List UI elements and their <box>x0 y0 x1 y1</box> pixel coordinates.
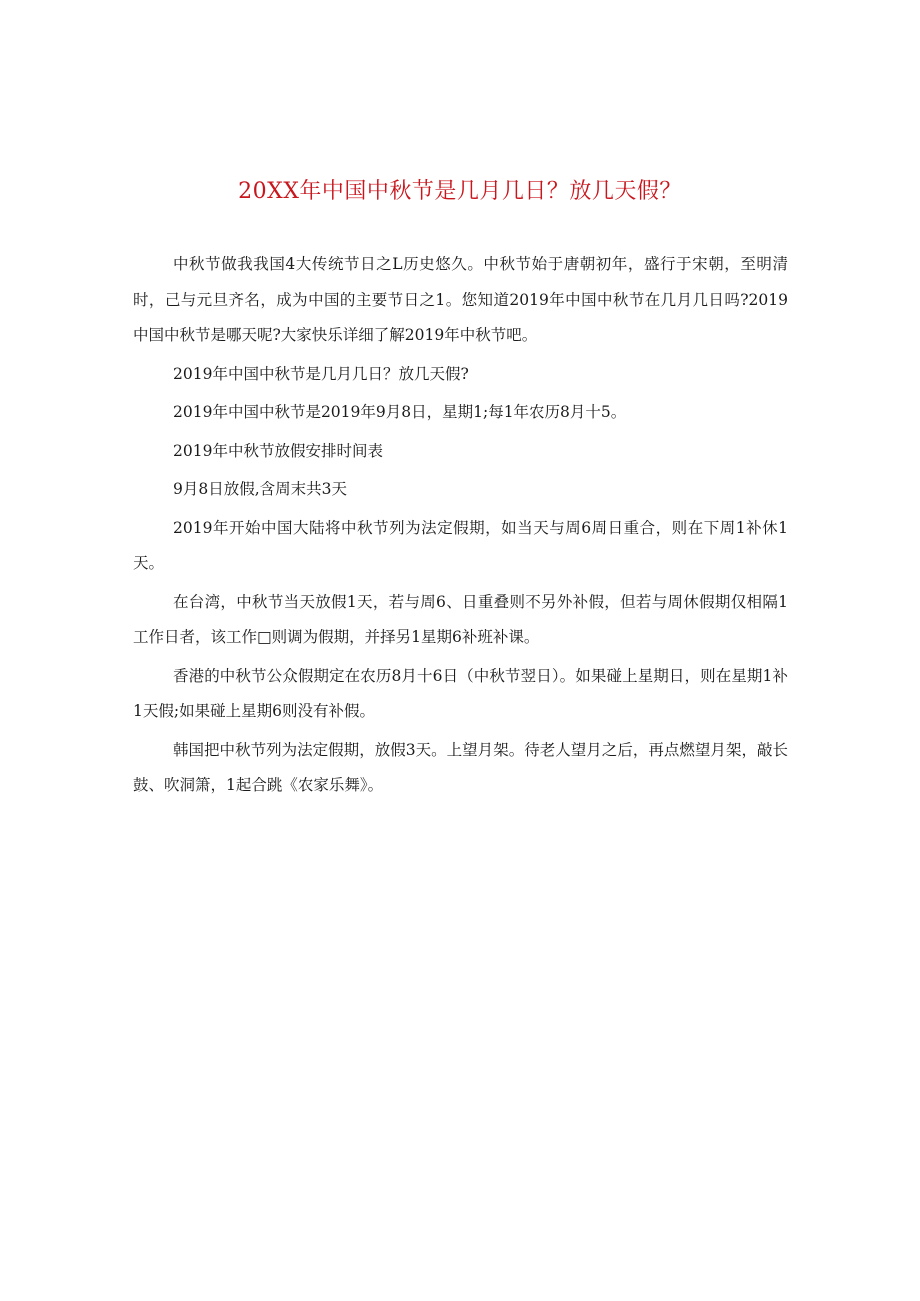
paragraph-intro: 中秋节做我我国4大传统节日之L历史悠久。中秋节始于唐朝初年，盛行于宋朝，至明清时，己与元旦齐名，成为中国的主要节日之1。您知道2019年中国中秋节在几月几日吗?2019中国中秋节是哪天呢?大家快乐详细了解2019年中秋节吧。 <box>133 255 788 344</box>
paragraph-schedule-heading: 2019年中秋节放假安排时间表 <box>173 441 383 460</box>
paragraph-schedule-detail: 9月8日放假,含周末共3天 <box>173 480 348 498</box>
paragraph-korea-rule: 韩国把中秋节列为法定假期，放假3天。上望月架。待老人望月之后，再点燃望月架，敲长鼓、吹洞箫，1起合跳《农家乐舞》。 <box>133 740 788 794</box>
document-title: 20XX年中国中秋节是几月几日？放几天假？ <box>238 179 682 204</box>
paragraph-taiwan-rule: 在台湾，中秋节当天放假1天，若与周6、日重叠则不另外补假，但若与周休假期仅相隔1工作日者，该工作□则调为假期，并择另1星期6补班补课。 <box>133 592 788 646</box>
document-body <box>133 247 788 807</box>
paragraph-question: 2019年中国中秋节是几月几日？放几天假? <box>173 364 469 383</box>
paragraph-hongkong-rule: 香港的中秋节公众假期定在农历8月十6日（中秋节翌日）。如果碰上星期日，则在星期1补1天假;如果碰上星期6则没有补假。 <box>133 666 788 720</box>
paragraph-mainland-rule: 2019年开始中国大陆将中秋节列为法定假期，如当天与周6周日重合，则在下周1补休1天。 <box>133 518 788 572</box>
paragraph-date: 2019年中国中秋节是2019年9月8日，星期1;每1年农历8月十5。 <box>173 403 627 421</box>
